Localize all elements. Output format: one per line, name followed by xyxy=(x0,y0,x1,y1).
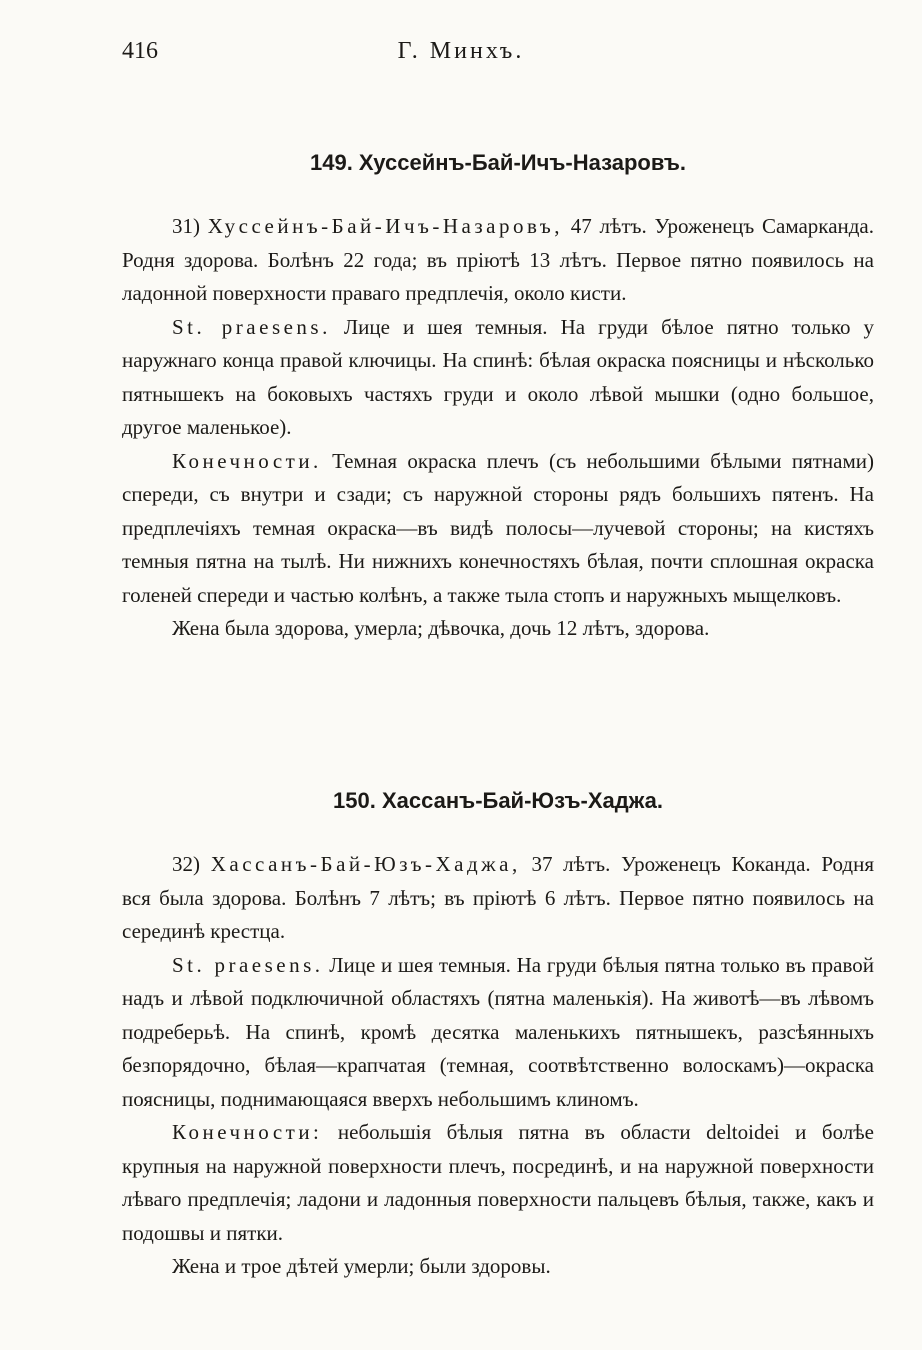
section-heading-149: 149. Хуссейнъ-Бай-Ичъ-Назаровъ. xyxy=(309,150,686,175)
running-title: Г. Минхъ. xyxy=(397,38,525,64)
limbs-text: Темная окраска плечъ (съ небольшими бѣлыми пятнами) спереди, съ внутри и сзади; съ наружной стороны рядъ большихъ пятенъ. На предплечіяхъ темная окраска—въ видѣ полосы—лучевой стороны; на кистяхъ темныя пятна на тылѣ. Ни нижнихъ конечностяхъ бѣлая, почти сплошная окраска голеней спереди и частью колѣнъ, а также тыла стопъ и наружныхъ мыщелковъ. xyxy=(122,448,874,607)
limbs-term: Конечности. xyxy=(172,448,322,473)
section-149-body xyxy=(122,210,874,646)
status-term: St. praesens. xyxy=(172,314,331,339)
case-31-limbs xyxy=(122,445,874,613)
limbs-term: Конечности: xyxy=(172,1120,323,1144)
case-31-status xyxy=(122,311,874,445)
patient-name: Хассанъ-Бай-Юзъ-Хаджа, xyxy=(210,852,521,876)
case-32-limbs xyxy=(122,1116,874,1250)
page-number: 416 xyxy=(122,38,158,64)
case-32-status xyxy=(122,949,874,1117)
case-31-intro xyxy=(122,210,874,311)
running-head xyxy=(0,38,922,72)
case-31-family: Жена была здорова, умерла; дѣвочка, дочь 12 лѣтъ, здорова. xyxy=(172,616,710,640)
case-intro-text: 37 лѣтъ. Уроженецъ Коканда. Родня вся была здорова. Болѣнъ 7 лѣтъ; въ пріютѣ 6 лѣтъ. Первое пятно появилось на серединѣ крестца. xyxy=(122,852,875,943)
status-text: Лице и шея темныя. На груди бѣлыя пятна только въ правой надъ и лѣвой подключичной областяхъ (пятна маленькія). На животѣ—въ лѣвомъ подреберьѣ. На спинѣ, кромѣ десятка маленькихъ пятнышекъ, разсѣянныхъ безпорядочно, бѣлая—крапчатая (темная, соотвѣтственно волоскамъ)—окраска поясницы, поднимающаяся вверхъ небольшимъ клиномъ. xyxy=(122,952,874,1111)
limbs-text: небольшія бѣлыя пятна въ области deltoidei и болѣе крупныя на наружной поверхности плечъ, посрединѣ, и на наружной поверхности лѣваго предплечія; ладони и ладонныя поверхности пальцевъ бѣлыя, также, какъ и подошвы и пятки. xyxy=(122,1120,875,1245)
case-32-intro xyxy=(122,848,874,949)
status-text: Лице и шея темныя. На груди бѣлое пятно только у наружнаго конца правой ключицы. На спинѣ: бѣлая окраска поясницы и нѣсколько пятнышекъ на боковыхъ частяхъ груди и около лѣвой мышки (одно большое, другое маленькое). xyxy=(122,314,874,439)
case-intro-text: 47 лѣтъ. Уроженецъ Самарканда. Родня здорова. Болѣнъ 22 года; въ пріютѣ 13 лѣтъ. Первое пятно появилось на ладонной поверхности праваго предплечія, около кисти. xyxy=(122,214,875,305)
case-number: 32) xyxy=(172,852,200,876)
section-heading-150: 150. Хассанъ-Бай-Юзъ-Хаджа. xyxy=(333,788,663,813)
case-number: 31) xyxy=(172,214,200,238)
patient-name: Хуссейнъ-Бай-Ичъ-Назаровъ, xyxy=(207,214,563,238)
status-term: St. praesens. xyxy=(172,952,324,977)
section-150-body xyxy=(122,848,874,1284)
case-32-family: Жена и трое дѣтей умерли; были здоровы. xyxy=(172,1254,551,1278)
